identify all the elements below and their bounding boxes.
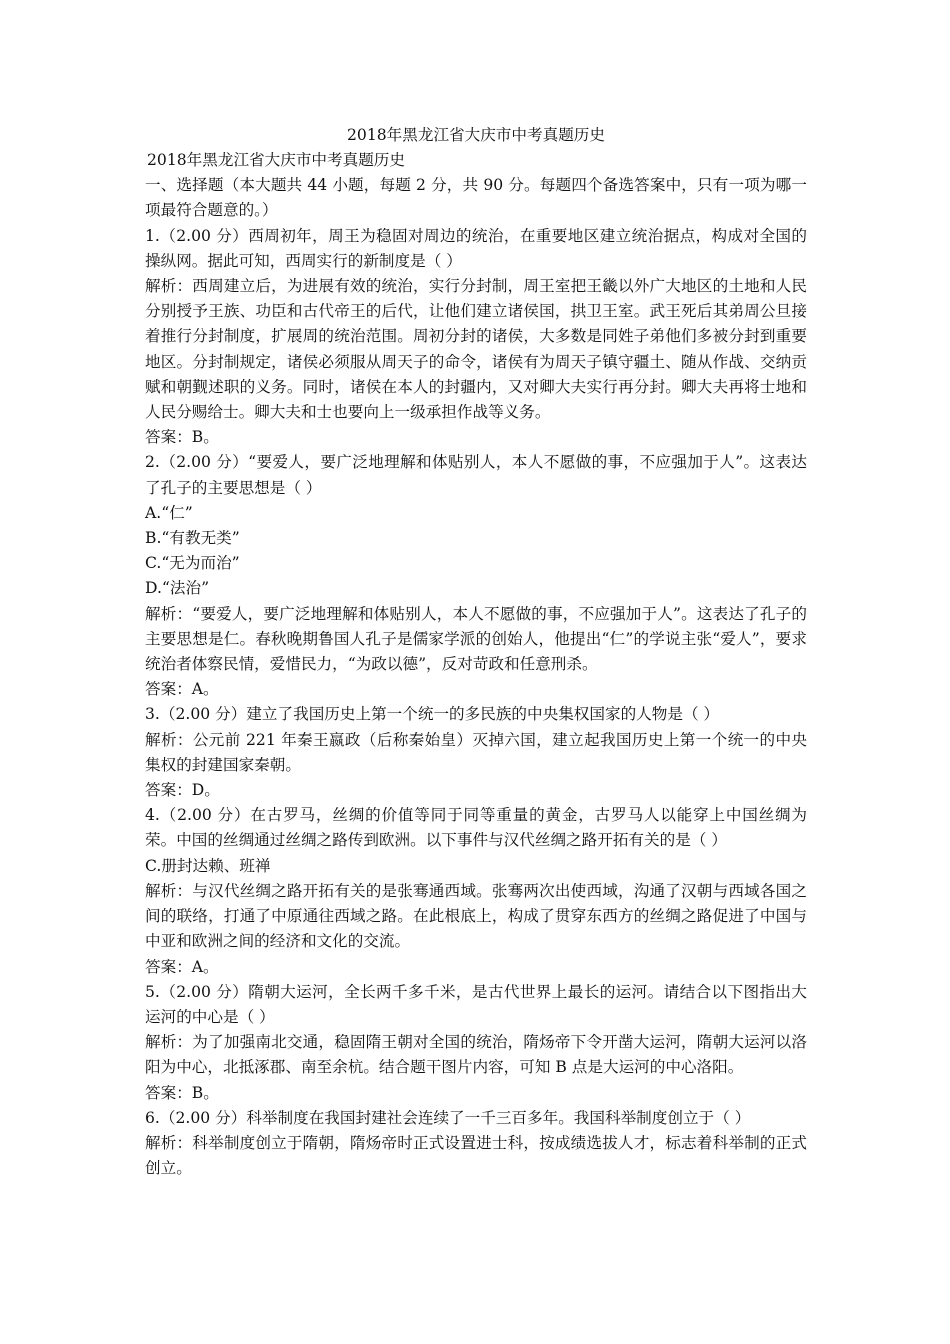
- option-c: C.“无为而治”: [145, 554, 240, 573]
- question-4: 4.（2.00 分）在古罗马，丝绸的价值等同于同等重量的黄金，古罗马人以能穿上中国丝绸为荣。中国的丝绸通过丝绸之路传到欧洲。以下事件与汉代丝绸之路开拓有关的是（ ）: [145, 806, 807, 850]
- option-c-q4: C.册封达赖、班禅: [145, 856, 271, 875]
- document-title: 2018年黑龙江省大庆市中考真题历史: [347, 126, 605, 144]
- answer-1: 答案：B。: [145, 428, 219, 447]
- answer-3: 答案：D。: [145, 781, 220, 800]
- question-3: 3.（2.00 分）建立了我国历史上第一个统一的多民族的中央集权国家的人物是（ ）: [145, 705, 720, 724]
- option-d: D.“法治”: [145, 579, 210, 598]
- option-a: A.“仁”: [145, 503, 193, 522]
- section-heading: 一、选择题（本大题共 44 小题，每题 2 分，共 90 分。每题四个备选答案中，只有一项为哪一项最符合题意的。）: [145, 176, 807, 220]
- answer-2: 答案：A。: [145, 680, 219, 699]
- question-2: 2.（2.00 分）“要爱人，要广泛地理解和体贴别人，本人不愿做的事，不应强加于人”。这表达了孔子的主要思想是（ ）: [145, 453, 807, 497]
- analysis-5: 解析：为了加强南北交通，稳固隋王朝对全国的统治，隋炀帝下令开凿大运河，隋朝大运河以洛阳为中心，北抵涿郡、南至余杭。结合题干图片内容，可知 B 点是大运河的中心洛阳。: [145, 1033, 807, 1077]
- analysis-1: 解析：西周建立后，为进展有效的统治，实行分封制，周王室把王畿以外广大地区的土地和人民分别授予王族、功臣和古代帝王的后代，让他们建立诸侯国，拱卫王室。武王死后其弟周公旦接着推行分封制度，扩展周的统治范围。周初分封的诸侯，大多数是同姓子弟他们多被分封到重要地区。分封制规定，诸侯必须服从周天子的命令，诸侯有为周天子镇守疆土、随从作战、交纳贡赋和朝觐述职的义务。同时，诸侯在本人的封疆内，又对卿大夫实行再分封。卿大夫再将士地和人民分赐给士。卿大夫和士也要向上一级承担作战等义务。: [145, 277, 807, 422]
- document-subtitle: 2018年黑龙江省大庆市中考真题历史: [147, 151, 405, 169]
- question-6: 6.（2.00 分）科举制度在我国封建社会连续了一千三百多年。我国科举制度创立于（ ）: [145, 1108, 751, 1127]
- analysis-3: 解析：公元前 221 年秦王嬴政（后称秦始皇）灭掉六国，建立起我国历史上第一个统一的中央集权的封建国家秦朝。: [145, 730, 807, 774]
- question-1: 1.（2.00 分）西周初年，周王为稳固对周边的统治，在重要地区建立统治据点，构成对全国的操纵网。据此可知，西周实行的新制度是（ ）: [145, 226, 807, 270]
- option-b: B.“有教无类”: [145, 529, 240, 548]
- analysis-4: 解析：与汉代丝绸之路开拓有关的是张骞通西域。张骞两次出使西域，沟通了汉朝与西域各国之间的联络，打通了中原通往西域之路。在此根底上，构成了贯穿东西方的丝绸之路促进了中国与中亚和欧洲之间的经济和文化的交流。: [145, 881, 807, 951]
- document-page: [145, 122, 807, 1181]
- analysis-2: 解析：“要爱人，要广泛地理解和体贴别人，本人不愿做的事，不应强加于人”。这表达了孔子的主要思想是仁。春秋晚期鲁国人孔子是儒家学派的创始人，他提出“仁”的学说主张“爱人”，要求统治者体察民情，爱惜民力，“为政以德”，反对苛政和任意刑杀。: [145, 604, 807, 674]
- answer-4: 答案：A。: [145, 957, 219, 976]
- answer-5: 答案：B。: [145, 1083, 219, 1102]
- document-body: [145, 148, 807, 1181]
- analysis-6: 解析：科举制度创立于隋朝，隋炀帝时正式设置进士科，按成绩选拔人才，标志着科举制的正式创立。: [145, 1133, 807, 1178]
- question-5: 5.（2.00 分）隋朝大运河，全长两千多千米，是古代世界上最长的运河。请结合以下图指出大运河的中心是（ ）: [145, 982, 807, 1026]
